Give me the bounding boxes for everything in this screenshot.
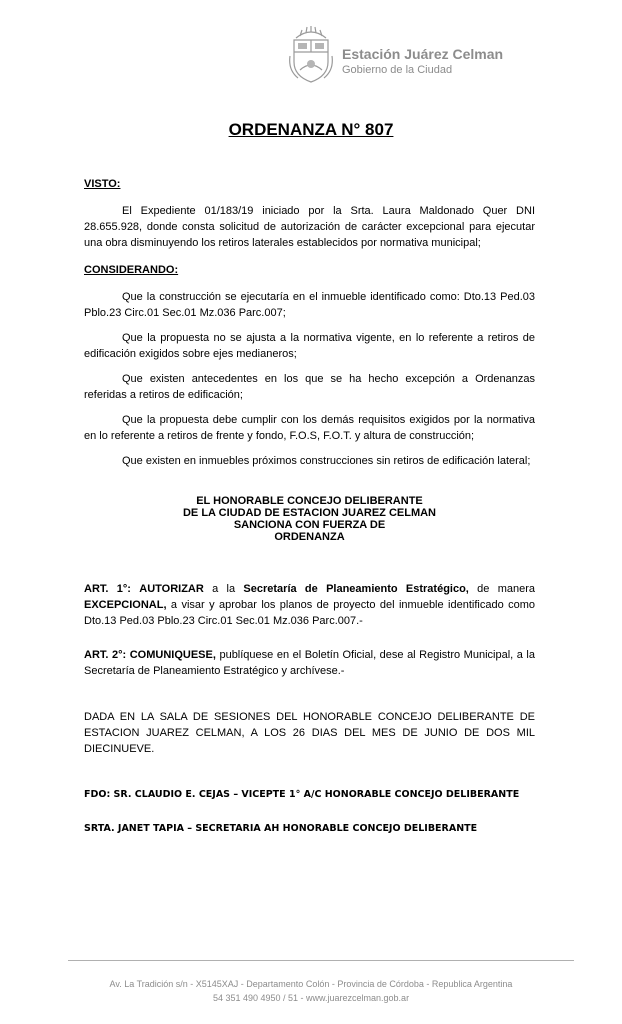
article-1	[84, 581, 535, 629]
article-1-text: de manera	[468, 583, 535, 595]
footer-divider	[68, 960, 574, 961]
org-subtitle: Gobierno de la Ciudad	[342, 64, 453, 76]
article-1-mode: EXCEPCIONAL,	[84, 599, 167, 611]
signature-line: SRTA. JANET TAPIA – SECRETARIA AH HONORABLE CONCEJO DELIBERANTE	[84, 823, 478, 834]
considerando-paragraph: Que existen en inmuebles próximos construcciones sin retiros de edificación lateral;	[122, 455, 531, 467]
letterhead	[284, 22, 524, 92]
sanciona-block	[84, 495, 535, 543]
org-name: Estación Juárez Celman	[342, 46, 504, 62]
sanciona-line: DE LA CIUDAD DE ESTACION JUAREZ CELMAN	[182, 507, 436, 519]
considerando-paragraph: Que la construcción se ejecutaría en el inmueble identificado como: Dto.13 Ped.03 Pblo.23 Circ.01 Sec.01 Mz.036 Parc.007;	[84, 291, 535, 319]
article-1-verb: AUTORIZAR	[139, 583, 204, 595]
article-1-label: ART. 1°:	[84, 583, 131, 595]
visto-text: El Expediente 01/183/19 iniciado por la Srta. Laura Maldonado Quer DNI 28.655.928, donde consta solicitud de autorización de carácter excepcional para ejecutar una obra disminuyendo los retiros laterales establecidos por normativa municipal;	[84, 205, 535, 249]
sanciona-line: EL HONORABLE CONCEJO DELIBERANTE	[196, 495, 423, 507]
document-body	[84, 176, 535, 837]
signature-line: FDO: SR. CLAUDIO E. CEJAS – VICEPTE 1° A/C HONORABLE CONCEJO DELIBERANTE	[84, 789, 520, 800]
sanciona-line: ORDENANZA	[274, 531, 345, 543]
article-2-text: publíquese en el Boletín Oficial, dese al Registro Municipal, a la Secretaría de Planeamiento Estratégico y archívese.-	[84, 649, 535, 677]
city-seal-icon	[288, 26, 334, 84]
article-2-verb: COMUNIQUESE,	[129, 649, 216, 661]
considerando-paragraph: Que la propuesta debe cumplir con los demás requisitos exigidos por la normativa en lo referente a retiros de frente y fondo, F.O.S, F.O.T. y altura de construcción;	[84, 414, 535, 442]
footer-contact: 54 351 490 4950 / 51 - www.juarezcelman.gob.ar	[212, 993, 410, 1003]
article-1-text: a la	[203, 583, 244, 595]
article-2	[84, 647, 535, 679]
document-title: ORDENANZA N° 807	[228, 120, 394, 139]
considerando-paragraph: Que existen antecedentes en los que se ha hecho excepción a Ordenanzas referidas a retiros de edificación;	[84, 373, 535, 401]
considerando-paragraph: Que la propuesta no se ajusta a la normativa vigente, en lo referente a retiros de edificación exigidos sobre ejes medianeros;	[84, 332, 535, 360]
dada-statement: DADA EN LA SALA DE SESIONES DEL HONORABLE CONCEJO DELIBERANTE DE ESTACION JUAREZ CELMAN, A LOS 26 DIAS DEL MES DE JUNIO DE DOS MIL DIECINUEVE.	[84, 711, 535, 755]
sanciona-line: SANCIONA CON FUERZA DE	[233, 519, 386, 531]
visto-label: VISTO:	[84, 178, 121, 190]
considerando-label: CONSIDERANDO:	[84, 264, 179, 276]
article-1-entity: Secretaría de Planeamiento Estratégico,	[243, 583, 469, 595]
footer-address: Av. La Tradición s/n - X5145XAJ - Departamento Colón - Provincia de Córdoba - Republica Argentina	[109, 979, 513, 989]
footer	[0, 977, 622, 1005]
article-1-text: a visar y aprobar los planos de proyecto del inmueble identificado como Dto.13 Ped.03 Pblo.23 Circ.01 Sec.01 Mz.036 Parc.007.-	[84, 599, 535, 627]
article-2-label: ART. 2°:	[84, 649, 127, 661]
